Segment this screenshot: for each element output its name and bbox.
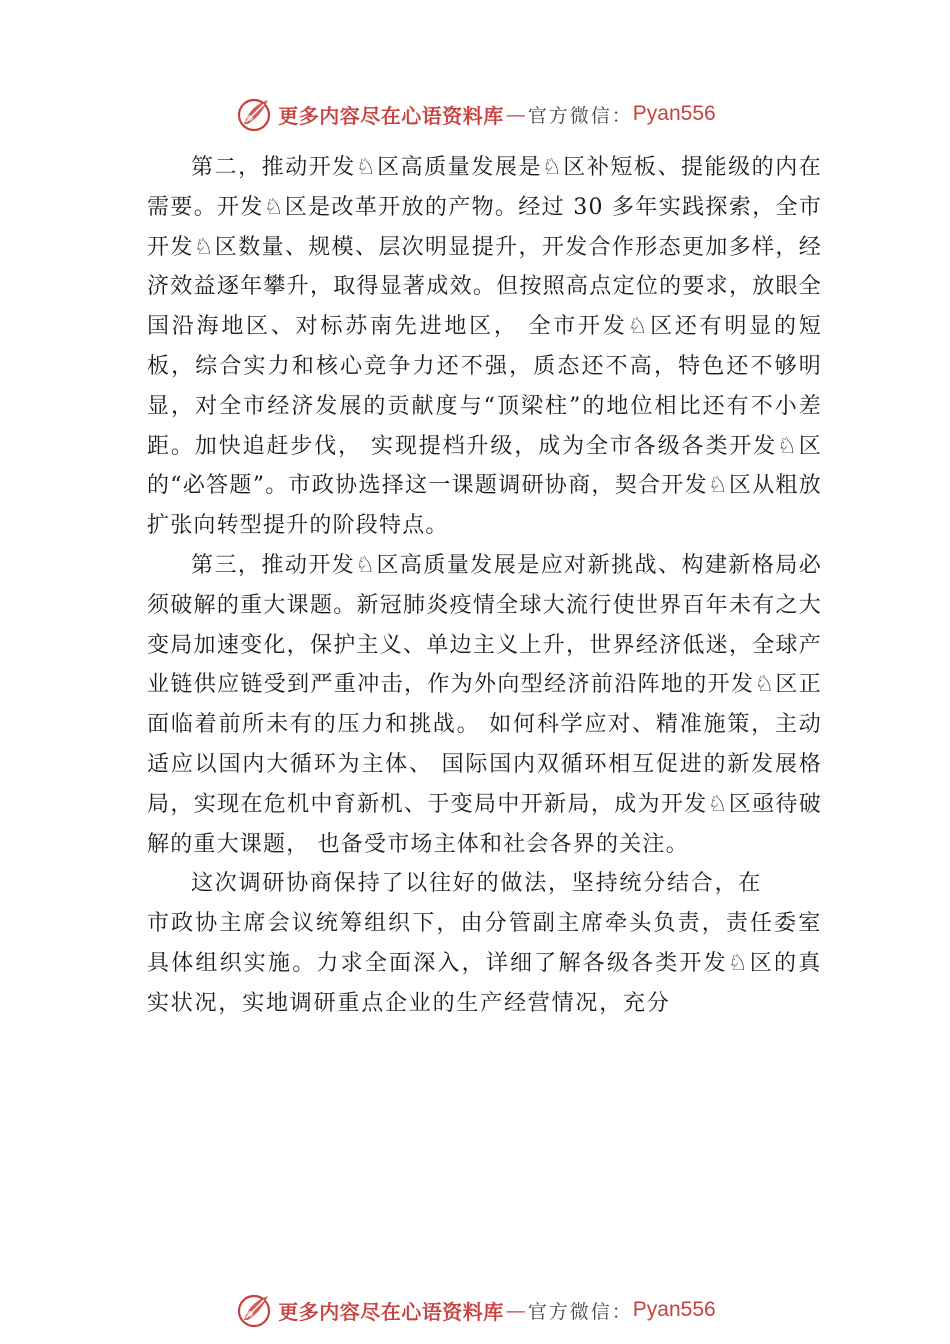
watermark-wechat-id: Pyan556: [632, 102, 716, 125]
header-watermark: [0, 92, 950, 136]
watermark-separator: —: [505, 1298, 526, 1322]
watermark-label: 官方微信：: [527, 1300, 633, 1323]
paragraph-survey-intro: 这次调研协商保持了以往好的做法，坚持统分结合，在: [191, 871, 763, 897]
watermark-separator: —: [505, 102, 526, 126]
paragraph-survey-detail: 市政协主席会议统筹组织下，由分管副主席牵头负责，责任委室具体组织实施。力求全面深入，详细了解各级各类开发♘区的真实状况，实地调研重点企业的生产经营情况，充分: [147, 911, 822, 1016]
document-body: [147, 148, 822, 1024]
leaf-seal-icon: [234, 1290, 274, 1330]
watermark-wechat-id: Pyan556: [632, 1298, 716, 1321]
footer-watermark: [0, 1288, 950, 1332]
watermark-brand: 更多内容尽在心语资料库: [278, 103, 504, 128]
leaf-seal-icon: [234, 94, 274, 134]
paragraph-second: 第二，推动开发♘区高质量发展是♘区补短板、提能级的内在需要。开发♘区是改革开放的产物。经过 30 多年实践探索，全市开发♘区数量、规模、层次明显提升，开发合作形态更加多样，经济效益逐年攀升，取得显著成效。但按照高点定位的要求，放眼全国沿海地区、对标苏南先进地区， 全市开发♘区还有明显的短板，综合实力和核心竞争力还不强，质态还不高，特色还不够明显，对全市经济发展的贡献度与“顶梁柱”的地位相比还有不小差距。加快追赶步伐， 实现提档升级，成为全市各级各类开发♘区的“必答题”。市政协选择这一课题调研协商，契合开发♘区从粗放扩张向转型提升的阶段特点。: [147, 155, 822, 539]
paragraph-third: 第三，推动开发♘区高质量发展是应对新挑战、构建新格局必须破解的重大课题。新冠肺炎疫情全球大流行使世界百年未有之大变局加速变化，保护主义、单边主义上升，世界经济低迷，全球产业链供应链受到严重冲击，作为外向型经济前沿阵地的开发♘区正面临着前所未有的压力和挑战。 如何科学应对、精准施策，主动适应以国内大循环为主体、 国际国内双循环相互促进的新发展格局，实现在危机中育新机、于变局中开新局，成为开发♘区亟待破解的重大课题， 也备受市场主体和社会各界的关注。: [147, 552, 822, 857]
watermark-brand: 更多内容尽在心语资料库: [278, 1299, 504, 1324]
watermark-label: 官方微信：: [527, 104, 633, 127]
